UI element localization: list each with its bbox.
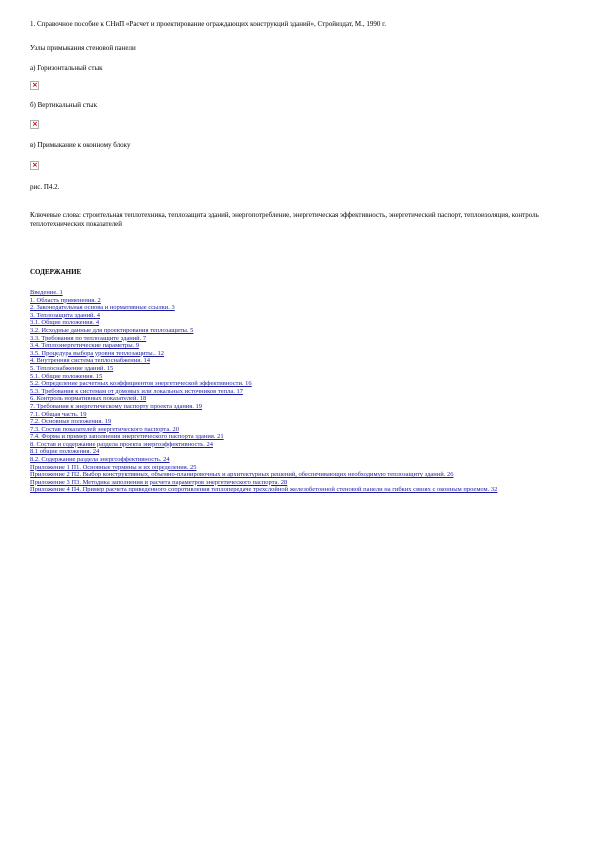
toc-link[interactable]: 5.1. Общие положения. 15 <box>30 372 103 380</box>
table-of-contents <box>30 289 570 494</box>
toc-link[interactable]: 7.4. Форма и пример заполнения энергетического паспорта здания. 21 <box>30 433 224 441</box>
toc-link[interactable]: 8.2. Содержание раздела энергоэффективность. 24 <box>30 456 170 464</box>
toc-link[interactable]: 3.4. Теплоэнергетические параметры. 9 <box>30 342 140 350</box>
toc-link[interactable]: 7.1. Общая часть. 19 <box>30 410 87 418</box>
toc-link[interactable]: 3.1. Общие положения. 4 <box>30 319 100 327</box>
toc-title: СОДЕРЖАНИЕ <box>30 268 82 276</box>
toc-link[interactable]: 3.5. Процедура выбора уровня теплозащиты.. 12 <box>30 349 165 357</box>
toc-link[interactable]: 3.3. Требования по теплозащите зданий. 7 <box>30 334 147 342</box>
toc-link[interactable]: Приложение 4 П4. Пример расчета приведенного сопротивления теплопередаче трехслойной железобетонной стеновой панели на гибких связях с оконным проемом. 32 <box>30 486 498 494</box>
toc-link[interactable]: 8.1 общие положения. 24 <box>30 448 100 456</box>
broken-image-icon: × <box>32 161 38 169</box>
toc-link[interactable]: 5. Теплоснабжение зданий. 15 <box>30 364 114 372</box>
figure-label: рис. П4.2. <box>30 183 60 191</box>
toc-link[interactable]: 5.3. Требования к системам от домовых или локальных источников тепла. 17 <box>30 387 243 395</box>
toc-link[interactable]: 7.2. Основные положения. 19 <box>30 418 112 426</box>
toc-link[interactable]: 2. Законодательная основа и нормативные ссылки. 3 <box>30 304 175 312</box>
keywords: Ключевые слова: строительная теплотехника, теплозащита зданий, энергопотребление, энергетическая эффективность, энергетический паспорт, теплоизоляция, контроль теплотехнических показателей <box>30 211 539 228</box>
toc-link[interactable]: 8. Состав и содержание раздела проекта энергоэффективность. 24 <box>30 440 213 448</box>
toc-link[interactable]: Введение. 1 <box>30 289 63 296</box>
reference-note: 1. Справочное пособие к СНиП «Расчет и проектирование ограждающих конструкций зданий», Стройиздат, М., 1990 г. <box>30 20 386 28</box>
toc-link[interactable]: Приложение 1 П1. Основные термины и их определения. 25 <box>30 463 197 471</box>
toc-link[interactable]: Приложение 2 П2. Выбор конструктивных, объемно-планировочных и архитектурных решений, обеспечивающих необходимую теплозащиту зданий. 26 <box>30 471 454 479</box>
figure-caption-window-junction: в) Примыкание к оконному блоку <box>30 141 131 149</box>
toc-link[interactable]: 4. Внутренняя система теплоснабжения. 14 <box>30 357 150 365</box>
broken-image-icon: × <box>32 81 38 89</box>
toc-link[interactable]: 3. Теплозащита зданий. 4 <box>30 311 101 319</box>
toc-link[interactable]: 6. Контроль нормативных показателей. 18 <box>30 395 147 403</box>
toc-link[interactable]: 1. Область применения. 2 <box>30 296 101 304</box>
toc-link[interactable]: 5.2. Определение расчетных коэффициентов энергетической эффективности. 16 <box>30 380 252 388</box>
broken-image-icon: × <box>32 120 38 128</box>
figure-caption-horizontal-joint: а) Горизонтальный стык <box>30 64 103 72</box>
toc-link[interactable]: 7. Требования к энергетическому паспорту проекта здания. 19 <box>30 402 203 410</box>
section-heading: Узлы примыкания стеновой панели <box>30 44 136 52</box>
figure-caption-vertical-joint: б) Вертикальный стык <box>30 101 97 109</box>
toc-link[interactable]: Приложение 3 П3. Методика заполнения и расчета параметров энергетического паспорта. 28 <box>30 478 288 486</box>
toc-link[interactable]: 3.2. Исходные данные для проектирования теплозащиты. 5 <box>30 326 194 334</box>
toc-link[interactable]: 7.3. Состав показателей энергетического паспорта. 20 <box>30 425 179 433</box>
